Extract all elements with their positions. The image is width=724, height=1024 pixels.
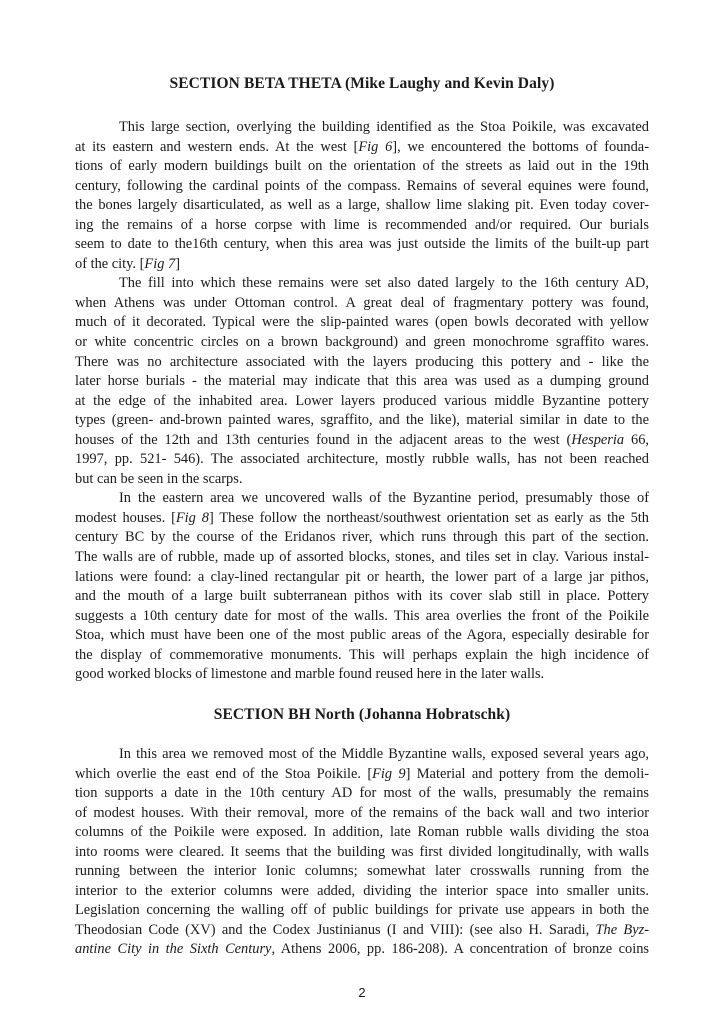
text-line: and the mouth of a large built subterranean pithos with its cover slab still in place. Pottery	[75, 588, 649, 605]
text-line: at the edge of the inhabited area. Lower layers produced various middle Byzantine pottery	[75, 392, 649, 409]
text-line: modest houses. [Fig 8] These follow the northeast/southwest orientation set as early as the 5th	[75, 509, 649, 526]
text-line: Theodosian Code (XV) and the Codex Justinianus (I and VIII): (see also H. Saradi, The Byz-	[75, 921, 649, 938]
text-line: or white concentric circles on a brown background) and green monochrome sgraffito wares.	[75, 334, 649, 351]
text-line: suggests a 10th century date for most of the walls. This area overlies the front of the Poikile	[75, 607, 649, 624]
text-line: In this area we removed most of the Middle Byzantine walls, exposed several years ago,	[119, 746, 649, 762]
text-line: of the city. [Fig 7]	[75, 255, 180, 272]
text-line: columns of the Poikile were exposed. In addition, late Roman rubble walls dividing the stoa	[75, 824, 649, 841]
text-line: houses of the 12th and 13th centuries found in the adjacent areas to the west (Hesperia 66,	[75, 431, 649, 448]
text-line: of modest houses. With their removal, more of the remains of the back wall and two interior	[75, 804, 649, 821]
text-line: but can be seen in the scarps.	[75, 470, 243, 487]
text-line: The walls are of rubble, made up of assorted blocks, stones, and tiles set in clay. Various instal-	[75, 549, 649, 566]
text-line: century BC by the course of the Eridanos river, which runs through this part of the section.	[75, 529, 649, 546]
text-line: Stoa, which must have been one of the most public areas of the Agora, especially desirable for	[75, 627, 649, 644]
text-line: seem to date to the16th century, when this area was just outside the limits of the built-up part	[75, 236, 649, 253]
text-line: The fill into which these remains were set also dated largely to the 16th century AD,	[119, 275, 649, 292]
text-line: antine City in the Sixth Century, Athens 2006, pp. 186-208). A concentration of bronze coins	[75, 941, 649, 958]
text-line: when Athens was under Ottoman control. A great deal of fragmentary pottery was found,	[75, 294, 649, 311]
text-line: In the eastern area we uncovered walls of the Byzantine period, presumably those of	[119, 490, 649, 507]
text-line: later horse burials - the material may indicate that this area was used as a dumping ground	[75, 373, 649, 390]
text-line: lations were found: a clay-lined rectangular pit or hearth, the lower part of a large jar pithos,	[75, 568, 649, 585]
text-line: the bones largely disarticulated, as well as a large, shallow lime slaking pit. Even today cover-	[75, 197, 649, 214]
text-line: There was no architecture associated with the layers producing this pottery and - like the	[75, 353, 649, 370]
page-number: 2	[358, 985, 366, 1000]
text-line: into rooms were cleared. It seems that the building was first divided longitudinally, with walls	[75, 843, 649, 860]
text-line: the display of commemorative monuments. This will perhaps explain the high incidence of	[75, 646, 649, 663]
text-line: much of it decorated. Typical were the slip-painted wares (open bowls decorated with yellow	[75, 314, 649, 331]
text-line: tion supports a date in the 10th century AD for most of the walls, presumably the remains	[75, 785, 649, 802]
text-line: ing the remains of a horse corpse with lime is recommended and/or required. Our burials	[75, 216, 649, 233]
section-heading: SECTION BH North (Johanna Hobratschk)	[213, 706, 511, 723]
text-line: tions of early modern buildings built on the orientation of the streets as laid out in the 19th	[75, 158, 649, 175]
text-line: interior to the exterior columns were added, dividing the interior space into smaller units.	[75, 882, 649, 899]
section-heading: SECTION BETA THETA (Mike Laughy and Kevin Daly)	[169, 75, 555, 92]
text-line: 1997, pp. 521- 546). The associated architecture, mostly rubble walls, has not been reached	[75, 451, 649, 468]
text-line: Legislation concerning the walling off of public buildings for private use appears in both the	[75, 902, 649, 919]
section-body	[75, 118, 649, 685]
text-line: good worked blocks of limestone and marble found reused here in the later walls.	[75, 666, 545, 683]
text-line: which overlie the east end of the Stoa Poikile. [Fig 9] Material and pottery from the demoli-	[75, 765, 649, 782]
text-line: century, following the cardinal points of the compass. Remains of several equines were found,	[75, 177, 649, 194]
text-line: This large section, overlying the building identified as the Stoa Poikile, was excavated	[119, 119, 649, 135]
section-body	[75, 745, 649, 960]
text-line: at its eastern and western ends. At the west [Fig 6], we encountered the bottoms of founda-	[75, 138, 649, 155]
text-line: running between the interior Ionic columns; somewhat later crosswalls running from the	[75, 863, 649, 880]
text-line: types (green- and-brown painted wares, sgraffito, and the like), material similar in date to the	[75, 412, 649, 429]
